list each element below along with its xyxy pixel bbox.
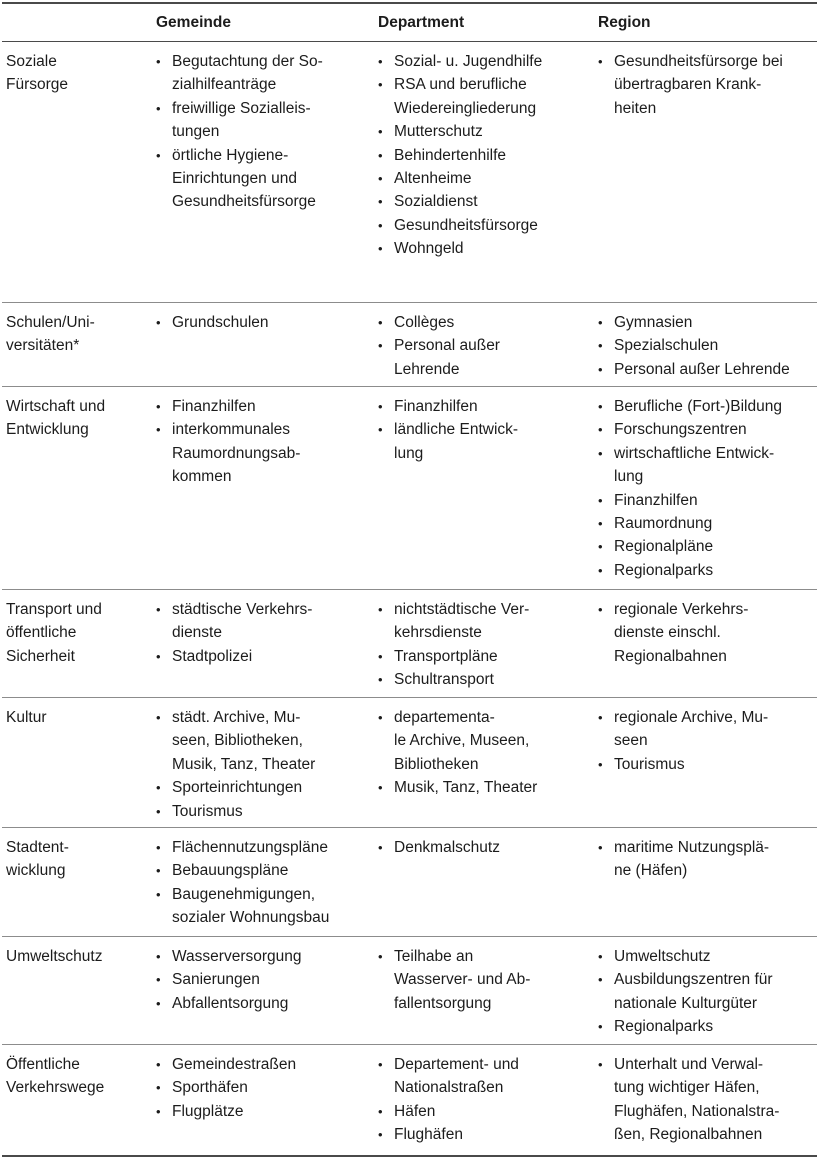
header-region: Region	[598, 13, 651, 31]
gemeinde-list	[152, 706, 374, 823]
list-item: • Gesundheitsfürsorge bei übertragbaren Krank- heiten	[594, 50, 817, 120]
row-label: Schulen/Uni- versitäten*	[6, 314, 95, 355]
list-item: • Behindertenhilfe	[374, 144, 594, 167]
list-item: • Altenheime	[374, 167, 594, 190]
list-item: • Collèges	[374, 311, 594, 334]
list-item: • Forschungszentren	[594, 418, 817, 441]
gemeinde-cell	[152, 50, 374, 302]
region-list	[594, 311, 817, 381]
list-item: • nichtstädtische Ver- kehrsdienste	[374, 598, 594, 645]
list-item: • Begutachtung der So- zialhilfeanträge	[152, 50, 374, 97]
department-list	[374, 1053, 594, 1147]
list-item: • Teilhabe an Wasserver- und Ab- fallentsorgung	[374, 945, 594, 1015]
row-label: Soziale Fürsorge	[6, 53, 69, 94]
list-item: • Tourismus	[594, 753, 817, 776]
department-list	[374, 311, 594, 381]
list-item: • Umweltschutz	[594, 945, 817, 968]
department-cell	[374, 395, 594, 589]
region-list	[594, 945, 817, 1039]
list-item: • Regionalpläne	[594, 535, 817, 558]
list-item: • Schultransport	[374, 668, 594, 691]
gemeinde-list	[152, 395, 374, 489]
region-cell	[594, 945, 817, 1044]
list-item: • örtliche Hygiene- Einrichtungen und Gesundheitsfürsorge	[152, 144, 374, 214]
list-item: • Flughäfen	[374, 1123, 594, 1146]
list-item: • Gesundheitsfürsorge	[374, 214, 594, 237]
gemeinde-list	[152, 598, 374, 668]
department-cell	[374, 945, 594, 1044]
list-item: • Musik, Tanz, Theater	[374, 776, 594, 799]
department-cell	[374, 1053, 594, 1155]
list-item: • Gemeindestraßen	[152, 1053, 374, 1076]
table-row	[2, 42, 817, 303]
list-item: • Denkmalschutz	[374, 836, 594, 859]
gemeinde-cell	[152, 311, 374, 386]
list-item: • regionale Archive, Mu- seen	[594, 706, 817, 753]
table-row	[2, 590, 817, 698]
gemeinde-list	[152, 1053, 374, 1123]
list-item: • Sozial- u. Jugendhilfe	[374, 50, 594, 73]
region-list	[594, 598, 817, 668]
gemeinde-cell	[152, 598, 374, 697]
list-item: • Häfen	[374, 1100, 594, 1123]
list-item: • wirtschaftliche Entwick- lung	[594, 442, 817, 489]
list-item: • Personal außer Lehrende	[374, 334, 594, 381]
table-row	[2, 698, 817, 828]
list-item: • Bebauungspläne	[152, 859, 374, 882]
table-row	[2, 937, 817, 1045]
region-list	[594, 395, 817, 582]
list-item: • Sozialdienst	[374, 190, 594, 213]
list-item: • Ausbildungszentren für nationale Kulturgüter	[594, 968, 817, 1015]
region-list	[594, 50, 817, 120]
list-item: • Gymnasien	[594, 311, 817, 334]
gemeinde-cell	[152, 945, 374, 1044]
row-label: Kultur	[6, 709, 47, 726]
region-cell	[594, 836, 817, 936]
list-item: • Sanierungen	[152, 968, 374, 991]
department-list	[374, 706, 594, 800]
gemeinde-cell	[152, 1053, 374, 1155]
list-item: • städt. Archive, Mu- seen, Bibliotheken, Musik, Tanz, Theater	[152, 706, 374, 776]
list-item: • interkommunales Raumordnungsab- kommen	[152, 418, 374, 488]
list-item: • departementa- le Archive, Museen, Bibliotheken	[374, 706, 594, 776]
row-label: Stadtent- wicklung	[6, 839, 69, 880]
list-item: • Wohngeld	[374, 237, 594, 260]
department-list	[374, 598, 594, 692]
row-label: Öffentliche Verkehrswege	[6, 1056, 105, 1097]
table-header	[2, 4, 817, 42]
list-item: • Grundschulen	[152, 311, 374, 334]
list-item: • Regionalparks	[594, 1015, 817, 1038]
list-item: • Spezialschulen	[594, 334, 817, 357]
table-row	[2, 387, 817, 590]
region-list	[594, 706, 817, 776]
table-row	[2, 828, 817, 937]
list-item: • freiwillige Sozialleis- tungen	[152, 97, 374, 144]
list-item: • Finanzhilfen	[152, 395, 374, 418]
list-item: • ländliche Entwick- lung	[374, 418, 594, 465]
department-cell	[374, 706, 594, 827]
department-cell	[374, 50, 594, 302]
gemeinde-list	[152, 836, 374, 930]
region-list	[594, 1053, 817, 1147]
department-cell	[374, 598, 594, 697]
list-item: • Baugenehmigungen, sozialer Wohnungsbau	[152, 883, 374, 930]
table-body	[2, 42, 817, 1157]
region-list	[594, 836, 817, 883]
list-item: • Flugplätze	[152, 1100, 374, 1123]
list-item: • Tourismus	[152, 800, 374, 823]
region-cell	[594, 311, 817, 386]
list-item: • Finanzhilfen	[374, 395, 594, 418]
department-cell	[374, 311, 594, 386]
row-label: Umweltschutz	[6, 948, 103, 965]
gemeinde-cell	[152, 836, 374, 936]
list-item: • Raumordnung	[594, 512, 817, 535]
department-list	[374, 945, 594, 1015]
row-label: Wirtschaft und Entwicklung	[6, 398, 106, 439]
gemeinde-list	[152, 311, 374, 334]
region-cell	[594, 598, 817, 697]
department-list	[374, 395, 594, 465]
header-gemeinde: Gemeinde	[156, 13, 231, 31]
list-item: • Stadtpolizei	[152, 645, 374, 668]
department-list	[374, 836, 594, 859]
region-cell	[594, 395, 817, 589]
list-item: • Flächennutzungspläne	[152, 836, 374, 859]
table-row	[2, 303, 817, 387]
department-list	[374, 50, 594, 261]
list-item: • Finanzhilfen	[594, 489, 817, 512]
list-item: • Unterhalt und Verwal- tung wichtiger Häfen, Flughäfen, Nationalstra- ßen, Regionalbahnen	[594, 1053, 817, 1147]
list-item: • Wasserversorgung	[152, 945, 374, 968]
list-item: • Regionalparks	[594, 559, 817, 582]
region-cell	[594, 706, 817, 827]
header-department: Department	[378, 13, 465, 31]
region-cell	[594, 50, 817, 302]
list-item: • regionale Verkehrs- dienste einschl. Regionalbahnen	[594, 598, 817, 668]
list-item: • Mutterschutz	[374, 120, 594, 143]
table-row	[2, 1045, 817, 1157]
list-item: • RSA und berufliche Wiedereingliederung	[374, 73, 594, 120]
list-item: • Berufliche (Fort-)Bildung	[594, 395, 817, 418]
list-item: • Departement- und Nationalstraßen	[374, 1053, 594, 1100]
list-item: • Sporteinrichtungen	[152, 776, 374, 799]
list-item: • maritime Nutzungsplä- ne (Häfen)	[594, 836, 817, 883]
list-item: • Personal außer Lehrende	[594, 358, 817, 381]
gemeinde-list	[152, 50, 374, 214]
gemeinde-cell	[152, 395, 374, 589]
list-item: • städtische Verkehrs- dienste	[152, 598, 374, 645]
list-item: • Abfallentsorgung	[152, 992, 374, 1015]
competence-table	[2, 2, 817, 1157]
list-item: • Transportpläne	[374, 645, 594, 668]
list-item: • Sporthäfen	[152, 1076, 374, 1099]
row-label: Transport und öffentliche Sicherheit	[6, 601, 102, 665]
gemeinde-cell	[152, 706, 374, 827]
region-cell	[594, 1053, 817, 1155]
department-cell	[374, 836, 594, 936]
gemeinde-list	[152, 945, 374, 1015]
